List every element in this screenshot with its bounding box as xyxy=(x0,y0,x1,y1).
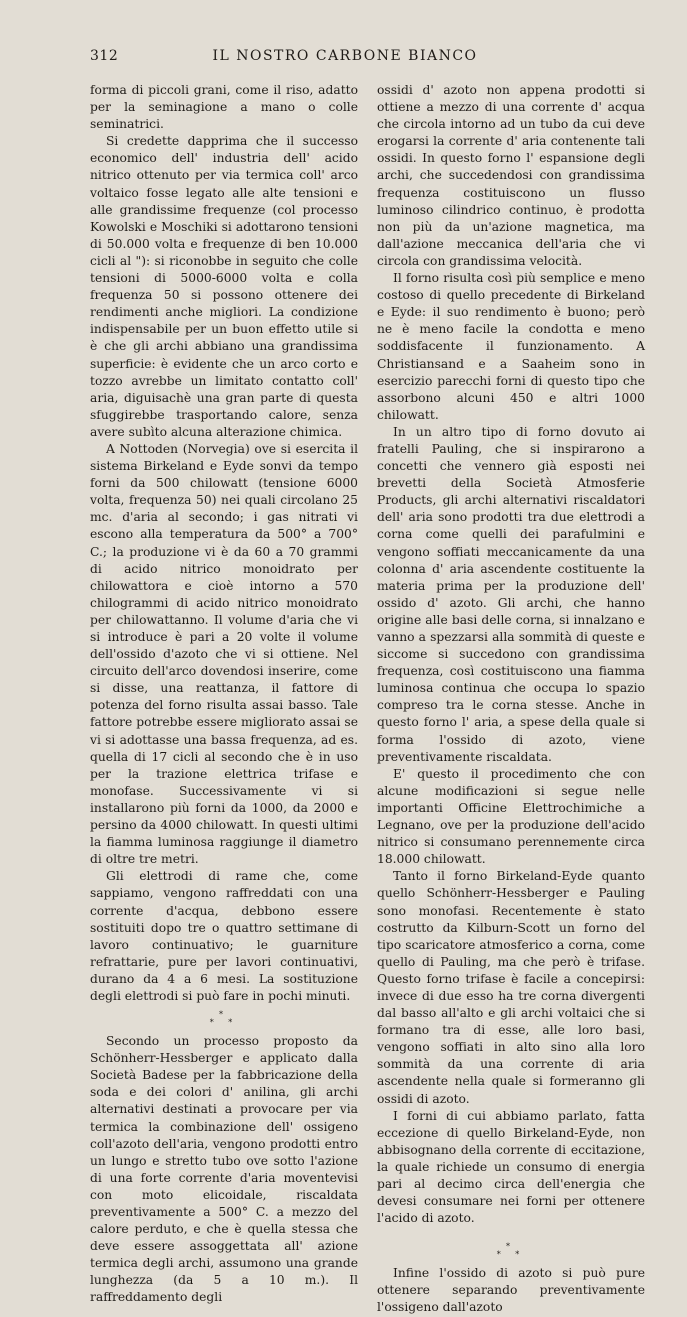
page-header xyxy=(90,48,600,68)
paragraph: Infine l'ossido di azoto si può pure ottenere separando preventivamente l'ossigeno dall'azoto xyxy=(377,1266,645,1315)
left-column xyxy=(90,82,358,1307)
page-number: 312 xyxy=(90,48,119,64)
asterism-top: * xyxy=(219,1010,229,1020)
paragraph: In un altro tipo di forno dovuto ai fratelli Pauling, che si inspirarono a concetti che vennero già esposti nei brevetti della Società Atmosferie Products, gli archi alternativi riscaldatori dell' aria sono prodotti tra due elettrodi a corna come quelli dei parafulmini e vengono soffiati meccanicamente da una colonna d' aria ascendente costituente la materia prima per la produzione dell' ossido d' azoto. Gli archi, che hanno origine alle basi delle corna, si innalzano e vanno a spezzarsi alla sommità di queste e siccome si succedono con grandissima frequenza, così costituiscono una fiamma luminosa continua che occupa lo spazio compreso tra le corna stesse. Anche in questo forno l' aria, a spese della quale si forma l'ossido di azoto, viene preventivamente riscaldata. xyxy=(377,424,645,764)
section-break-asterism xyxy=(377,1243,645,1259)
paragraph: Tanto il forno Birkeland-Eyde quanto quello Schönherr-Hessberger e Pauling sono monofasi. Recentemente è stato costrutto da Kilburn-Scott un forno del tipo scaricatore atmosferico a corna, come quello di Pauling, ma che però è trifase. Questo forno trifase è facile a concepirsi: invece di due esso ha tre corna divergenti dal basso all'alto e gli archi voltaici che si formano tra di esse, alle loro basi, vengono soffiati in alto sino alla loro sommità da una corrente di aria ascendente nella quale si formeranno gli ossidi di azoto. xyxy=(377,869,645,1106)
right-column xyxy=(377,82,645,1317)
paragraph: Il forno risulta così più semplice e meno costoso di quello precedente di Birkeland e Eyde: il suo rendimento è buono; però ne è meno facile la condotta e meno soddisfacente il funzionamento. A Christiansand e a Saaheim sono in esercizio parecchi forni di questo tipo che assorbono alcuni 450 e altri 1000 chilowatt. xyxy=(377,271,645,422)
paragraph: forma di piccoli grani, come il riso, adatto per la seminagione a mano o colle seminatrici. xyxy=(90,83,358,132)
paragraph: Gli elettrodi di rame che, come sappiamo, vengono raffreddati con una corrente d'acqua, debbono essere sostituiti dopo tre o quattro settimane di lavoro continuativo; le guarniture refrattarie, pure per lavori continuativi, durano da 4 a 6 mesi. La sostituzione degli elettrodi si può fare in pochi minuti. xyxy=(90,869,358,1003)
paragraph: Si credette dapprima che il successo economico dell' industria dell' acido nitrico ottenuto per via termica coll' arco voltaico fosse legato alle alte tensioni e alle grandissime frequenze (col processo Kowolski e Moschiki si adottarono tensioni di 50.000 volta e frequenze di ben 10.000 cicli al "): si riconobbe in seguito che colle tensioni di 5000-6000 volta e colla frequenza 50 si possono ottenere dei rendimenti anche migliori. La condizione indispensabile per un buon effetto utile si è che gli archi abbiano una grandissima superficie: è evidente che un arco corto e tozzo avrebbe un limitato contatto coll' aria, diguisachè una gran parte di questa sfuggirebbe trasportando calore, senza avere subìto alcuna alterazione chimica. xyxy=(90,134,358,439)
section-break-asterism xyxy=(90,1011,358,1027)
asterism-bottom: * * xyxy=(209,1018,239,1028)
asterism-top: * xyxy=(506,1242,516,1252)
paragraph: A Nottoden (Norvegia) ove si esercita il sistema Birkeland e Eyde sonvi da tempo forni da 500 chilowatt (tensione 6000 volta, frequenza 50) nei quali circolano 25 mc. d'aria al secondo; i gas nitrati vi escono alla temperatura da 500° a 700° C.; la produzione vi è da 60 a 70 grammi di acido nitrico monoidrato per chilowattora e cioè intorno a 570 chilogrammi di acido nitrico monoidrato per chilowattanno. Il volume d'aria che vi si introduce è pari a 20 volte il volume dell'ossido d'azoto che vi si ottiene. Nel circuito dell'arco dovendosi inserire, come si disse, una reattanza, il fattore di potenza del forno risulta assai basso. Tale fattore potrebbe essere migliorato assai se vi si adottasse una bassa frequenza, ad es. quella di 17 cicli al secondo che è in uso per la trazione elettrica trifase e monofase. Successivamente vi si installarono più forni da 1000, da 2000 e persino da 4000 chilowatt. In questi ultimi la fiamma luminosa raggiunge il diametro di oltre tre metri. xyxy=(90,441,358,867)
running-title: IL NOSTRO CARBONE BIANCO xyxy=(212,48,478,64)
paragraph: E' questo il procedimento che con alcune modificazioni si segue nelle importanti Officine Elettrochimiche a Legnano, ove per la produzione dell'acido nitrico si consumano perennemente circa 18.000 chilowatt. xyxy=(377,766,645,867)
paragraph: I forni di cui abbiamo parlato, fatta eccezione di quello Birkeland-Eyde, non abbisognano della corrente di eccitazione, la quale richiede un consumo di energia pari al decimo circa dell'energia che devesi consumare nei forni per ottenere l'acido di azoto. xyxy=(377,1108,645,1226)
paragraph: Secondo un processo proposto da Schönherr-Hessberger e applicato dalla Società Badese per la fabbricazione della soda e dei colori d' anilina, gli archi alternativi destinati a provocare per via termica la combinazione dell' ossigeno coll'azoto dell'aria, vengono prodotti entro un lungo e stretto tubo ove sotto l'azione di una forte corrente d'aria moventevisi con moto elicoidale, riscaldata preventivamente a 500° C. a mezzo del calore perduto, e che è quella stessa che deve essere assoggettata all' azione termica degli archi, assumono una grande lunghezza (da 5 a 10 m.). Il raffreddamento degli xyxy=(90,1034,358,1305)
asterism-bottom: * * xyxy=(496,1250,526,1260)
paragraph: ossidi d' azoto non appena prodotti si ottiene a mezzo di una corrente d' acqua che circola intorno ad un tubo da cui deve erogarsi la corrente d' aria contenente tali ossidi. In questo forno l' espansione degli archi, che succedendosi con grandissima frequenza costituiscono un flusso luminoso cilindrico continuo, è prodotta non più da un'azione magnetica, ma dall'azione meccanica dell'aria che vi circola con grandissima velocità. xyxy=(377,83,645,268)
